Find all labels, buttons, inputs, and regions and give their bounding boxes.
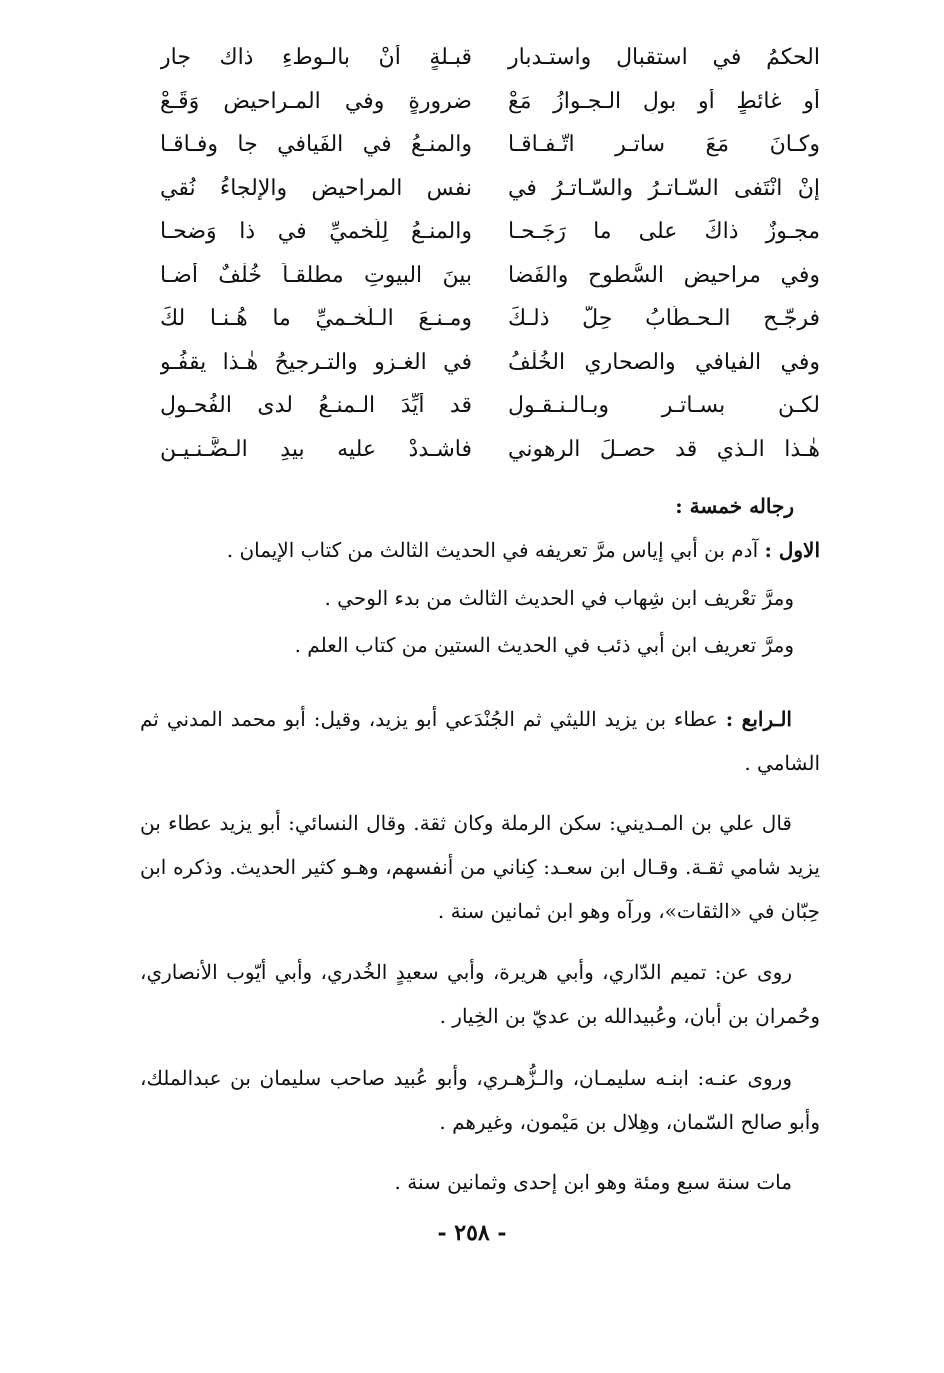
paragraph-narrated-by [140, 1056, 820, 1144]
poem-row [160, 384, 820, 428]
narrator-second: ومرَّ تعْريف ابن شِهاب في الحديث الثالث من بدء الوحي . [324, 586, 794, 610]
narrator-first-label: الاول : [764, 538, 820, 562]
verse-first-hemistich: وفي مراحيضِ السُّطوحِ والفَضا [508, 262, 820, 288]
poem [160, 36, 820, 471]
narrator-fourth-label: الـرابع : [725, 707, 792, 731]
verse-first-hemistich: لكـن بسـاتـرٍ وبـالـنـقـولِ [508, 393, 820, 419]
verse-first-hemistich: وكـانَ مَعَ ساتـرٍ اتّـفـاقـا [508, 132, 820, 158]
poem-row [160, 297, 820, 341]
narrator-first [227, 538, 820, 562]
verse-first-hemistich: مجـوزٌ ذاكَ على ما رَجَـحـا [508, 219, 820, 245]
poem-row [160, 36, 820, 80]
verse-second-hemistich: في الغـزوِ والتـرجيحُ هٰـذا يقفُـو [160, 349, 472, 375]
paragraph-text: وروى عنـه: ابنـه سليمـان، والـزُّهـري، وأبو عُبيد صاحب سليمان بن عبدالملك، وأبو صالح السّمان، وهِلال بن مَيْمون، وغيرهم . [140, 1066, 820, 1134]
paragraph-narrated-from [140, 950, 820, 1038]
paragraph-text: قال علي بن المـديني: سكن الرملة وكان ثقة. وقال النسائي: أبو يزيد عطاء بن يزيد شامي ثقـة. وقـال ابن سعـد: كِناني من أنفسهم، وهـو كثير الحديث. وذكره ابن حِبّان في «الثقات»، ورآه وهو ابن ثمانين سنة . [140, 811, 820, 923]
verse-second-hemistich: ضرورةٍ وفي المـراحيضِ وَقَـعْ [160, 88, 472, 114]
verse-second-hemistich: نفسِ المراحيضِ والإلجاءُ نُقي [160, 175, 472, 201]
narrator-fourth-text: عطاء بن يزيد الليثي ثم الجُنْدَعي أبو يزيد، وقيل: أبو محمد المدني ثم الشامي . [140, 707, 820, 775]
poem-row [160, 80, 820, 124]
verse-first-hemistich: هٰـذا الـذي قد حصـلَ الرهوني [508, 436, 820, 462]
paragraph-text: مات سنة سبع ومئة وهو ابن إحدى وثمانين سنة . [394, 1170, 792, 1194]
verse-first-hemistich: إنْ انْتَفى السّـاتـرُ والسّـاتـرُ في [508, 175, 820, 201]
verse-second-hemistich: والمنـعُ لِلَّخميِّ في ذا وَضحـا [160, 219, 472, 245]
verse-second-hemistich: ومـنـعَ الـلَّخـميِّ ما هُـنـا لكَ [160, 306, 472, 332]
poem-row [160, 254, 820, 298]
poem-row [160, 210, 820, 254]
paragraph-text: روى عن: تميم الدّاري، وأبي هريرة، وأبي سعيدٍ الخُدري، وأبي أيّوب الأنصاري، وحُمران بن أبان، وعُبيدالله بن عديّ بن الخِيار . [140, 960, 820, 1028]
paragraph-biography [140, 801, 820, 933]
narrator-third: ومرَّ تعريف ابن أبي ذئب في الحديث الستين من كتاب العلم . [294, 633, 794, 657]
verse-second-hemistich: والمنـعُ في الفَيافي جا وِفـاقـا [160, 132, 472, 158]
verse-second-hemistich: قد أُيِّدَ الـمنـعُ لدى الفُحـولِ [160, 393, 472, 419]
narrator-first-text: آدم بن أبي إياس مرَّ تعريفه في الحديث الثالث من كتاب الإيمان . [226, 538, 765, 562]
section-heading: رجاله خمسة : [675, 494, 794, 518]
verse-first-hemistich: الحكمُ في استقبالِ واستـدبارِ [508, 45, 820, 71]
verse-first-hemistich: فرجّـح الـحـطّابُ حِلَّ ذلـكَ [508, 306, 820, 332]
poem-row [160, 123, 820, 167]
page-number: - ٢٥٨ - [437, 1220, 507, 1246]
paragraph-death [140, 1160, 820, 1204]
poem-row [160, 341, 820, 385]
verse-first-hemistich: وفي الفيافي والصحاري الخُلْفُ [508, 349, 820, 375]
poem-row [160, 167, 820, 211]
verse-second-hemistich: قبـلةٍ أنْ بالـوطءِ ذاك جارِ [160, 45, 472, 71]
narrator-fourth [140, 697, 820, 785]
verse-first-hemistich: أو غائطٍ أو بولِ الـجـوازُ مَعْ [508, 88, 820, 114]
poem-row [160, 428, 820, 472]
verse-second-hemistich: بينَ البيوتِ مطلقـاً خُلْفٌ أضـا [160, 262, 472, 288]
verse-second-hemistich: فاشـددْ عليه بيدِ الـضَّـنـيـنِ [160, 436, 472, 462]
